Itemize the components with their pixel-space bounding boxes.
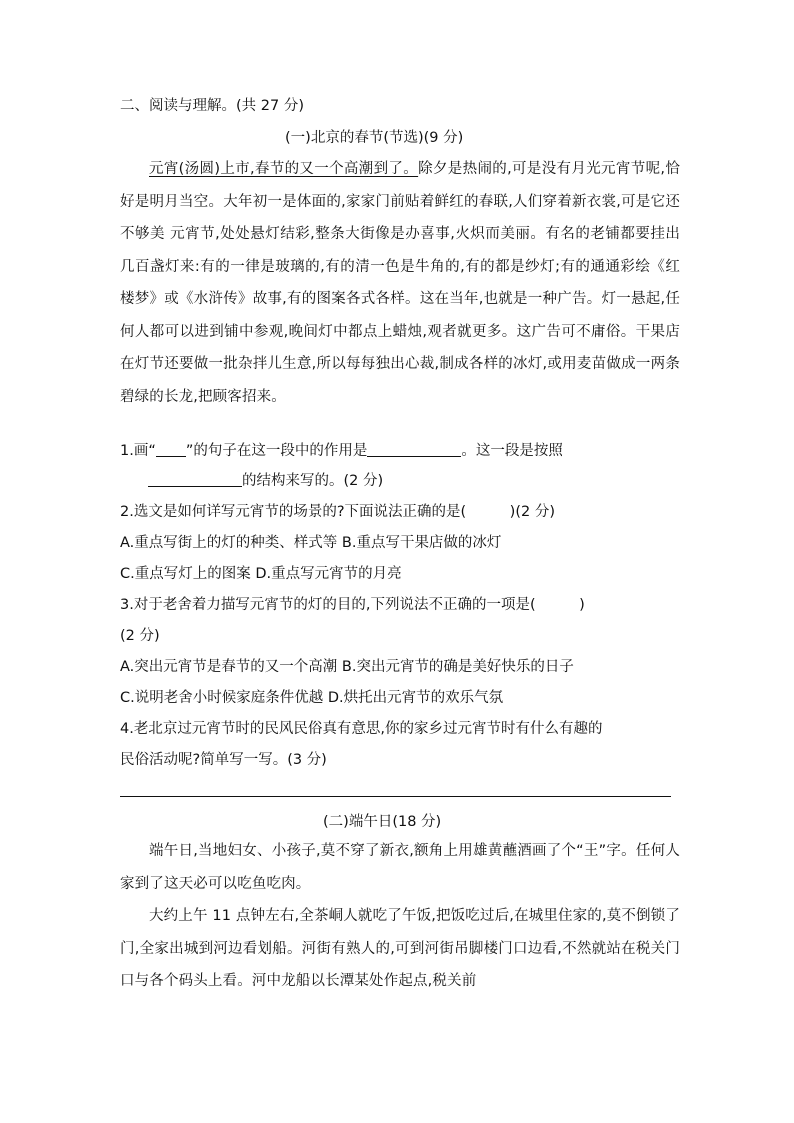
- passage1-text: 除夕是热闹的,可是没有月光元宵节呢,恰好是明月当空。大年初一是体面的,家家门前贴着鲜红的春联,人们穿着新衣裳,可是它还不够美 元宵节,处处悬灯结彩,整条大街像是办喜事,火炽而美丽。有名的老铺都要挂出几百盏灯来:有的一律是玻璃的,有的清一色是牛角的,有的都是纱灯;有的通通彩绘《红楼梦》或《水浒传》故事,有的图案各式各样。这在当年,也就是一种广告。灯一悬起,任何人都可以进到铺中参观,晚间灯中都点上蜡烛,观者就更多。这广告可不庸俗。干果店在灯节还要做一批杂拌儿生意,所以每每独出心裁,制成各样的冰灯,或用麦苗做成一两条碧绿的长龙,把顾客招来。: [120, 161, 680, 405]
- passage2-paragraph-1: 端午日,当地妇女、小孩子,莫不穿了新衣,额角上用雄黄蘸酒画了个“王”字。任何人家到了这天必可以吃鱼吃肉。: [120, 843, 680, 892]
- question-3-option-ab: A.突出元宵节是春节的又一个高潮 B.突出元宵节的确是美好快乐的日子: [120, 659, 574, 675]
- passage2-title: (二)端午日(18 分): [323, 814, 442, 830]
- passage1-title: (一)北京的春节(节选)(9 分): [285, 130, 464, 146]
- question-4-line2: 民俗活动呢?简单写一写。(3 分): [120, 752, 327, 768]
- underlined-sentence: 元宵(汤圆)上市,春节的又一个高潮到了。: [149, 161, 419, 177]
- answer-blank[interactable]: [148, 471, 242, 487]
- answer-blank[interactable]: [156, 441, 186, 457]
- question-1-line1: 1.画“ ”的句子在这一段中的作用是 。这一段是按照: [120, 443, 563, 459]
- question-3-line1: 3.对于老舍着力描写元宵节的灯的目的,下列说法不正确的一项是( ): [120, 597, 585, 613]
- question-2-option-cd: C.重点写灯上的图案 D.重点写元宵节的月亮: [120, 566, 402, 582]
- section-heading: 二、阅读与理解。(共 27 分): [120, 98, 304, 114]
- question-3-option-cd: C.说明老舍小时候家庭条件优越 D.烘托出元宵节的欢乐气氛: [120, 690, 504, 706]
- question-2-option-ab: A.重点写街上的灯的种类、样式等 B.重点写干果店做的冰灯: [120, 535, 502, 551]
- question-2: 2.选文是如何详写元宵节的场景的?下面说法正确的是( )(2 分): [120, 504, 555, 520]
- answer-line[interactable]: [120, 796, 671, 797]
- question-4-line1: 4.老北京过元宵节时的民风民俗真有意思,你的家乡过元宵节时有什么有趣的: [120, 721, 603, 737]
- question-3-line2: (2 分): [120, 628, 160, 644]
- answer-blank[interactable]: [367, 441, 461, 457]
- question-1-line2: 的结构来写的。(2 分): [148, 471, 383, 491]
- passage2-body: [120, 835, 680, 998]
- passage2-paragraph-2: 大约上午 11 点钟左右,全茶峒人就吃了午饭,把饭吃过后,在城里住家的,莫不倒锁了门,全家出城到河边看划船。河街有熟人的,可到河街吊脚楼门口边看,不然就站在税关门口与各个码头上看。河中龙船以长潭某处作起点,税关前: [120, 908, 680, 989]
- passage1-body: [120, 153, 680, 413]
